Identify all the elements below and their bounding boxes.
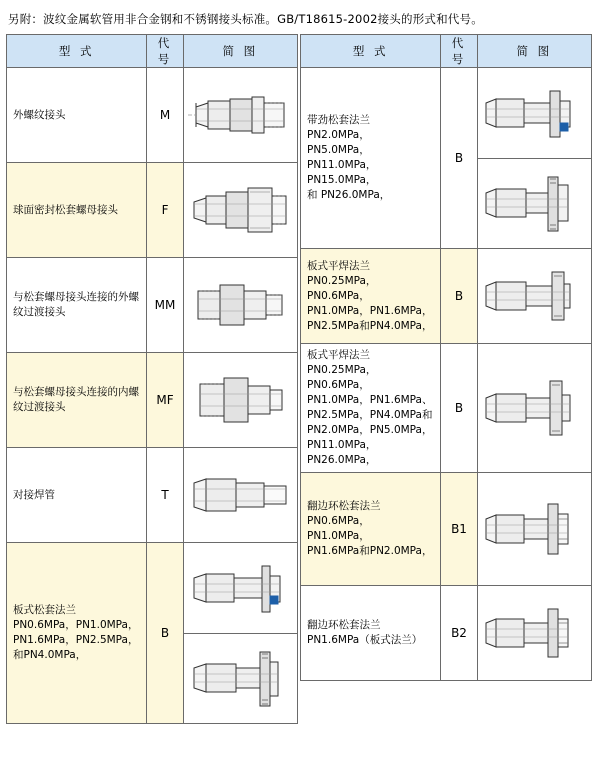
header-code: 代 号 xyxy=(147,35,183,68)
figure-lap-joint-flange xyxy=(477,473,591,586)
row-code: M xyxy=(147,68,183,163)
fittings-table-left xyxy=(6,34,298,724)
row-type-label: 球面密封松套螺母接头 xyxy=(7,163,147,258)
table-row xyxy=(301,68,592,159)
figure-ribbed-loose-flange xyxy=(477,68,591,159)
row-type-label: 外螺纹接头 xyxy=(7,68,147,163)
row-code: B xyxy=(441,344,477,473)
figure-spherical-seal-union-nut xyxy=(183,163,297,258)
table-row xyxy=(301,586,592,681)
tables-container xyxy=(6,34,594,724)
table-row xyxy=(301,249,592,344)
header-type: 型 式 xyxy=(7,35,147,68)
figure-male-transition-fitting xyxy=(183,258,297,353)
fittings-table-right xyxy=(300,34,592,681)
table-row xyxy=(7,68,298,163)
row-type-label: 翻边环松套法兰 PN1.6MPa（板式法兰） xyxy=(301,586,441,681)
row-code: MM xyxy=(147,258,183,353)
row-code: B xyxy=(441,68,477,249)
figure-ribbed-loose-flange-2 xyxy=(477,158,591,249)
row-code: T xyxy=(147,448,183,543)
header-figure: 简 图 xyxy=(183,35,297,68)
header-figure: 简 图 xyxy=(477,35,591,68)
table-header-row xyxy=(7,35,298,68)
table-row xyxy=(7,353,298,448)
table-row xyxy=(7,543,298,634)
row-type-label: 与松套螺母接头连接的外螺纹过渡接头 xyxy=(7,258,147,353)
row-code: B1 xyxy=(441,473,477,586)
row-type-label: 板式松套法兰 PN0.6MPa，PN1.0MPa， PN1.6MPa，PN2.5MPa， 和PN4.0MPa， xyxy=(7,543,147,724)
row-type-label: 板式平焊法兰 PN0.25MPa，PN0.6MPa， PN1.0MPa，PN1.6MPa， PN2.5MPa和PN4.0MPa， xyxy=(301,249,441,344)
row-code: B2 xyxy=(441,586,477,681)
table-row xyxy=(7,448,298,543)
row-type-label: 带劲松套法兰 PN2.0MPa， PN5.0MPa， PN11.0MPa，PN15.0MPa， 和 PN26.0MPa， xyxy=(301,68,441,249)
header-type: 型 式 xyxy=(301,35,441,68)
row-code: B xyxy=(147,543,183,724)
row-type-label: 对接焊管 xyxy=(7,448,147,543)
table-header-row xyxy=(301,35,592,68)
table-row xyxy=(7,258,298,353)
row-type-label: 与松套螺母接头连接的内螺纹过渡接头 xyxy=(7,353,147,448)
figure-plate-flat-weld-flange-2 xyxy=(477,344,591,473)
figure-female-transition-fitting xyxy=(183,353,297,448)
row-code: B xyxy=(441,249,477,344)
row-type-label: 板式平焊法兰 PN0.25MPa，PN0.6MPa， PN1.0MPa，PN1.6MPa、 PN2.5MPa，PN4.0MPa和 PN2.0MPa，PN5.0MPa， PN11.0MPa，PN26.0MPa， xyxy=(301,344,441,473)
row-code: F xyxy=(147,163,183,258)
table-row xyxy=(301,344,592,473)
figure-plate-loose-flange-2 xyxy=(183,633,297,724)
row-code: MF xyxy=(147,353,183,448)
table-row xyxy=(7,163,298,258)
header-code: 代 号 xyxy=(441,35,477,68)
figure-male-thread-fitting xyxy=(183,68,297,163)
figure-lap-joint-flange-2 xyxy=(477,586,591,681)
row-type-label: 翻边环松套法兰 PN0.6MPa， PN1.0MPa， PN1.6MPa和PN2.0MPa， xyxy=(301,473,441,586)
figure-plate-loose-flange xyxy=(183,543,297,634)
figure-butt-weld-pipe xyxy=(183,448,297,543)
table-row xyxy=(301,473,592,586)
figure-plate-flat-weld-flange xyxy=(477,249,591,344)
page-caption: 另附：波纹金属软管用非合金钢和不锈钢接头标准。GB/T18615-2002接头的形式和代号。 xyxy=(8,12,483,26)
